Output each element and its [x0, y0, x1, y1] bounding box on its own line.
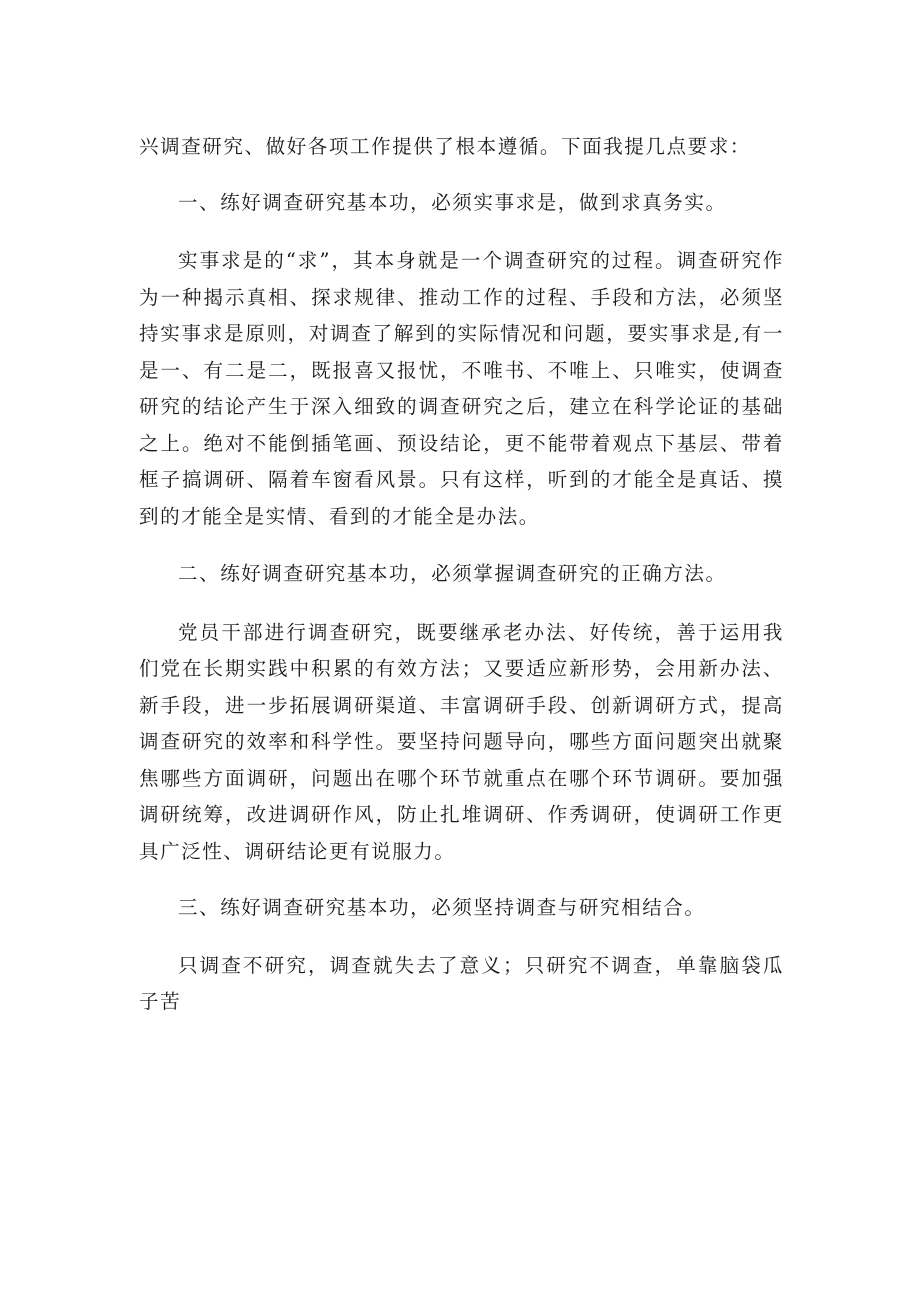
paragraph-section-one: 实事求是的“求”，其本身就是一个调查研究的过程。调查研究作为一种揭示真相、探求规律、推动工作的过程、手段和方法，必须坚持实事求是原则，对调查了解到的实际情况和问题，要实事求是,有一是一、有二是二，既报喜又报忧，不唯书、不唯上、只唯实，使调查研究的结论产生于深入细致的调查研究之后，建立在科学论证的基础之上。绝对不能倒插笔画、预设结论，更不能带着观点下基层、带着框子搞调研、隔着车窗看风景。只有这样，听到的才能全是真话、摸到的才能全是实情、看到的才能全是办法。 [139, 249, 784, 528]
document-body [139, 129, 784, 1021]
heading-section-two: 二、练好调查研究基本功，必须掌握调查研究的正确方法。 [178, 562, 727, 585]
heading-section-one: 一、练好调查研究基本功，必须实事求是，做到求真务实。 [178, 190, 727, 214]
heading-section-three: 三、练好调查研究基本功，必须坚持调查与研究相结合。 [178, 896, 706, 919]
paragraph-continuation: 兴调查研究、做好各项工作提供了根本遵循。下面我提几点要求： [139, 135, 751, 158]
paragraph-section-two: 党员干部进行调查研究，既要继承老办法、好传统，善于运用我们党在长期实践中积累的有效方法；又要适应新形势，会用新办法、新手段，进一步拓展调研渠道、丰富调研手段、创新调研方式，提高调查研究的效率和科学性。要坚持问题导向，哪些方面问题突出就聚焦哪些方面调研，问题出在哪个环节就重点在哪个环节调研。要加强调研统筹，改进调研作风，防止扎堆调研、作秀调研，使调研工作更具广泛性、调研结论更有说服力。 [139, 620, 784, 863]
paragraph-section-three: 只调查不研究，调查就失去了意义；只研究不调查，单靠脑袋瓜子苦 [139, 953, 784, 1013]
